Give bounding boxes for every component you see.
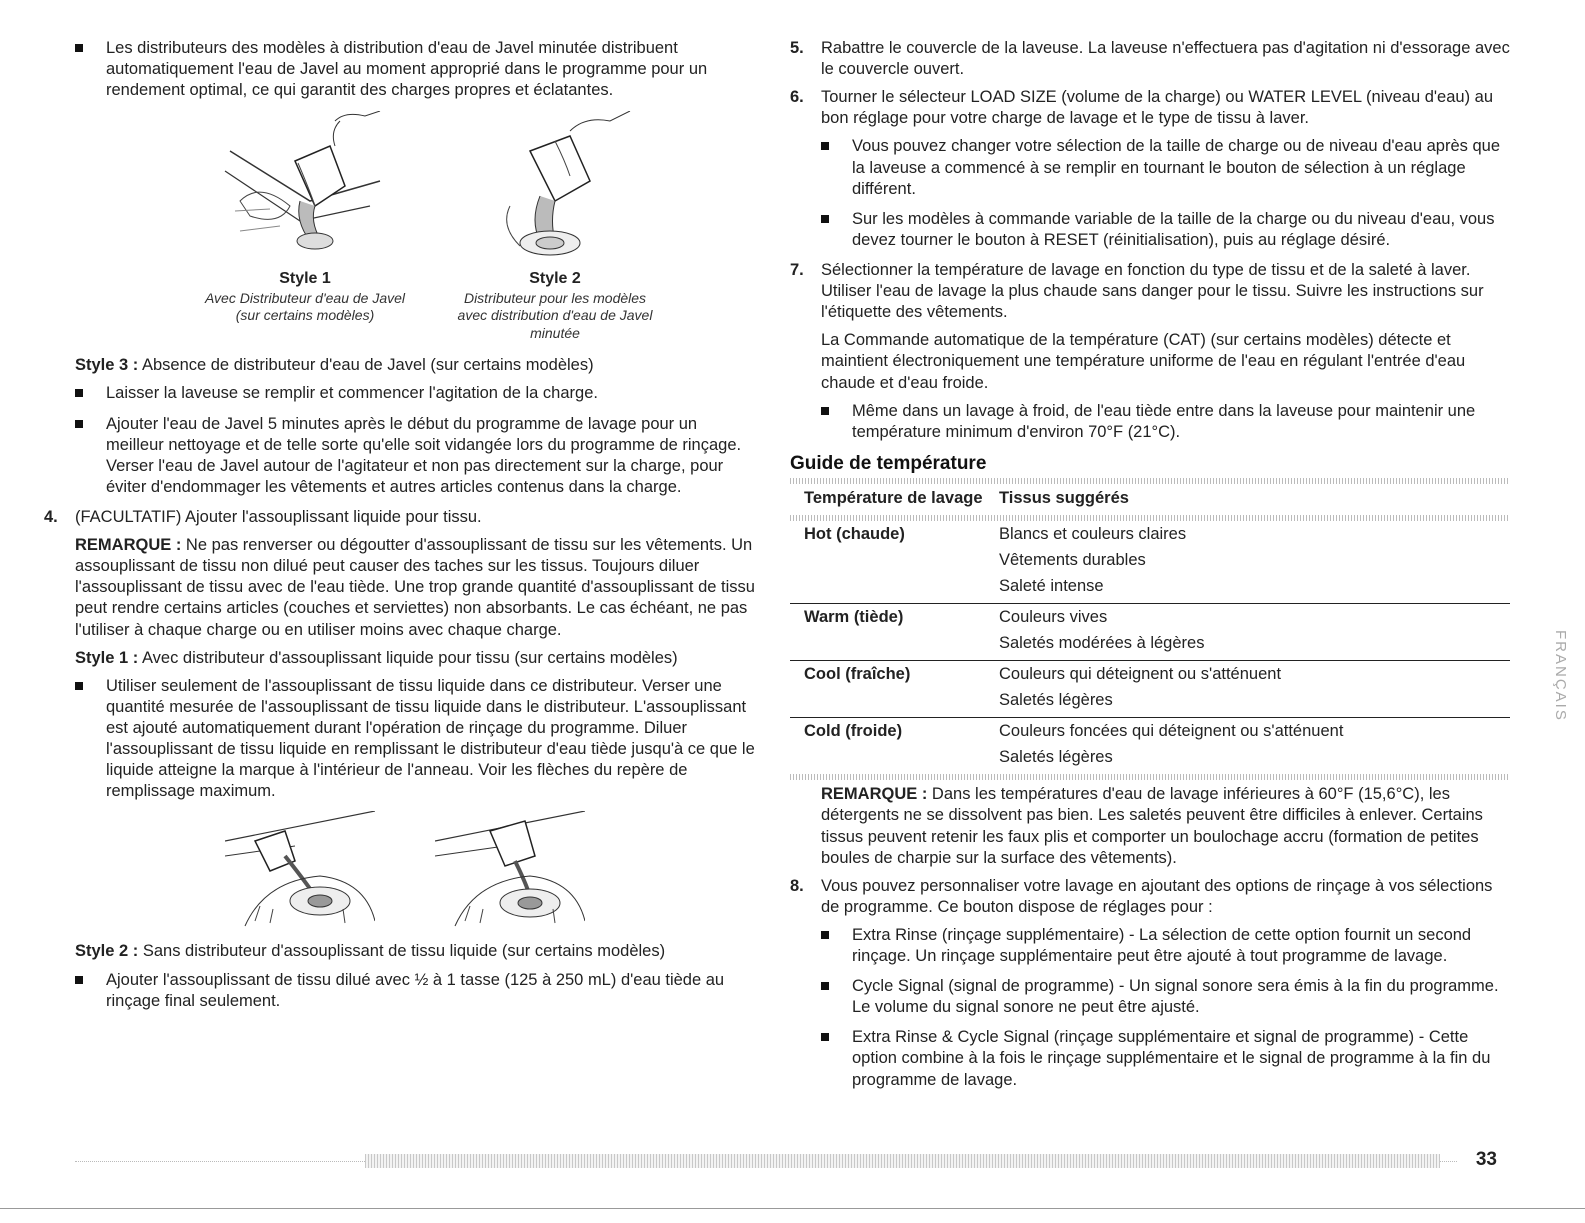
- table-header-fabrics: Tissus suggérés: [999, 489, 1129, 508]
- style-2-text: Sans distributeur d'assouplissant de tissu liquide (sur certains modèles): [138, 942, 666, 961]
- step-7: [790, 260, 1510, 323]
- table-row-cold: [790, 718, 1510, 770]
- fabric-item: Saleté intense: [999, 577, 1104, 596]
- figure-2-title: Style 2: [529, 270, 581, 288]
- remarque-label: REMARQUE :: [821, 785, 928, 804]
- language-side-tab: FRANÇAIS: [1552, 630, 1569, 722]
- bleach-dispenser-figures: [75, 111, 755, 351]
- fabric-item: Saletés modérées à légères: [999, 634, 1205, 653]
- left-column: [44, 38, 755, 1021]
- softener-pour-illustration-2: [435, 811, 585, 931]
- temp-warm: Warm (tiède): [804, 608, 904, 627]
- step-6-text: Tourner le sélecteur LOAD SIZE (volume de la charge) ou WATER LEVEL (niveau d'eau) au bon réglage pour votre charge de lavage et le type de tissu à laver.: [821, 88, 1494, 128]
- table-row-cool: [790, 661, 1510, 713]
- footer-bar: [365, 1154, 1440, 1168]
- table-bottom-rule: [790, 774, 1510, 780]
- step-6-number: 6.: [790, 88, 804, 107]
- figure-1-title: Style 1: [279, 270, 331, 288]
- step-7-bullets: [790, 401, 1510, 443]
- step-5: [790, 38, 1510, 80]
- right-column: [790, 38, 1510, 1100]
- table-row-hot: [790, 521, 1510, 599]
- remarque-temperature: [790, 784, 1510, 868]
- softener-dispenser-figures: [75, 811, 755, 931]
- fabric-item: Vêtements durables: [999, 551, 1146, 570]
- fabric-item: Couleurs qui déteignent ou s'atténuent: [999, 665, 1282, 684]
- step-8-number: 8.: [790, 876, 804, 895]
- bleach-pour-illustration-2: [470, 111, 640, 261]
- step-8-bullet-1: Extra Rinse (rinçage supplémentaire) - La sélection de cette option fournit un second rinçage. Un rinçage supplémentaire peut être ajouté à tout programme de lavage.: [821, 925, 1510, 967]
- page-footer: [75, 1149, 1497, 1170]
- table-header-row: [790, 488, 1510, 515]
- step-4-text: (FACULTATIF) Ajouter l'assouplissant liquide pour tissu.: [75, 507, 482, 526]
- style-3-bullet-1: Laisser la laveuse se remplir et commencer l'agitation de la charge.: [75, 383, 755, 404]
- fabric-item: Couleurs foncées qui déteignent ou s'atténuent: [999, 722, 1344, 741]
- step-7-bullet: Même dans un lavage à froid, de l'eau tiède entre dans la laveuse pour maintenir une température minimum d'environ 70°F (21°C).: [821, 401, 1510, 443]
- style-1-bullet: Utiliser seulement de l'assouplissant de tissu liquide dans ce distributeur. Verser une quantité mesurée de l'assouplissant de tissu liquide dans le distributeur. L'assouplissant est ajouté automatiquement durant l'opération de rinçage du programme. Diluer l'assouplissant de tissu liquide en remplissant le distributeur d'eau tiède jusqu'à ce que le liquide atteigne la marque à l'intérieur de l'anneau. Voir les flèches du repère de remplissage maximum.: [75, 676, 755, 803]
- step-6-bullet-1: Vous pouvez changer votre sélection de la taille de charge ou de niveau d'eau après que la laveuse a commencé à se remplir en tournant le bouton de sélection à un réglage différent.: [821, 136, 1510, 199]
- temp-cool: Cool (fraîche): [804, 665, 911, 684]
- temp-hot: Hot (chaude): [804, 525, 905, 544]
- bleach-pour-illustration-1: [220, 111, 390, 261]
- style-2-bullet: Ajouter l'assouplissant de tissu dilué avec ½ à 1 tasse (125 à 250 mL) d'eau tiède au rinçage final seulement.: [75, 970, 755, 1012]
- table-top-rule: [790, 478, 1510, 484]
- softener-pour-illustration-1: [225, 811, 375, 931]
- figure-style-2: [440, 111, 670, 342]
- fabrics-warm: [999, 604, 1510, 656]
- fabric-item: Couleurs vives: [999, 608, 1108, 627]
- step-8-bullets: [790, 925, 1510, 1091]
- temperature-table: [790, 488, 1510, 780]
- style-3-label: Style 3 :: [75, 356, 139, 375]
- step-5-number: 5.: [790, 39, 804, 57]
- fabric-item: Saletés légères: [999, 691, 1113, 710]
- style-1-text: Avec distributeur d'assouplissant liquide pour tissu (sur certains modèles): [138, 648, 678, 667]
- page-number: 33: [1475, 1149, 1497, 1170]
- guide-heading: Guide de température: [790, 452, 987, 474]
- style-1-line: [75, 648, 755, 669]
- figure-2-caption: Distributeur pour les modèles avec distribution d'eau de Javel minutée: [457, 289, 653, 341]
- step-5-text: Rabattre le couvercle de la laveuse. La laveuse n'effectuera pas d'agitation ni d'essorage avec le couvercle ouvert.: [821, 39, 1510, 79]
- step-8-text: Vous pouvez personnaliser votre lavage en ajoutant des options de rinçage à vos sélections de programme. Ce bouton dispose de réglages pour :: [821, 876, 1493, 916]
- step-8-bullet-3: Extra Rinse & Cycle Signal (rinçage supplémentaire et signal de programme) - Cette option combine à la fois le rinçage supplémentaire et le signal de programme à la fin du programme de lavage.: [821, 1027, 1510, 1090]
- figure-1-caption: Avec Distributeur d'eau de Javel (sur certains modèles): [204, 289, 406, 324]
- step-6-bullets: [790, 136, 1510, 251]
- remarque-text: Dans les températures d'eau de lavage inférieures à 60°F (15,6°C), les détergents ne se dissolvent pas bien. Les saletés peuvent être difficiles à enlever. Certains tissus peuvent retenir les faux plis et comporter un boulochage accru (formation de petites boules de charpie sur la surface des vêtements).: [821, 785, 1483, 867]
- step-8-bullet-2: Cycle Signal (signal de programme) - Un signal sonore sera émis à la fin du programme. Le volume du signal sonore ne peut être ajusté.: [821, 976, 1510, 1018]
- fabrics-hot: [999, 521, 1510, 599]
- fabric-item: Saletés légères: [999, 748, 1113, 767]
- fabrics-cool: [999, 661, 1510, 713]
- step-7-number: 7.: [790, 260, 804, 279]
- step-4: [44, 507, 755, 528]
- step-4-number: 4.: [44, 507, 58, 526]
- step-8: [790, 876, 1510, 918]
- remarque-softener: [75, 535, 755, 641]
- style-2-label: Style 2 :: [75, 942, 139, 961]
- temp-cold: Cold (froide): [804, 722, 903, 741]
- page-bottom-rule: [0, 1208, 1585, 1209]
- fabrics-cold: [999, 718, 1510, 770]
- remarque-label: REMARQUE :: [75, 536, 182, 555]
- style-1-label: Style 1 :: [75, 648, 139, 667]
- style-3-line: [75, 355, 755, 376]
- style-3-text: Absence de distributeur d'eau de Javel (sur certains modèles): [138, 356, 594, 375]
- fabric-item: Blancs et couleurs claires: [999, 525, 1187, 544]
- step-7-paragraph: La Commande automatique de la température (CAT) (sur certains modèles) détecte et maintient électroniquement une température uniforme de l'eau en régulant l'entrée d'eau chaude et d'eau froide.: [821, 331, 1466, 392]
- step-6-bullet-2: Sur les modèles à commande variable de la taille de la charge ou du niveau d'eau, vous devez tourner le bouton à RESET (réinitialisation), puis au réglage désiré.: [821, 209, 1510, 251]
- table-header-temp: Température de lavage: [804, 489, 983, 508]
- figure-style-1: [190, 111, 420, 325]
- table-bottom-row: [790, 770, 1510, 780]
- style-2-line: [75, 941, 755, 962]
- intro-bullet: Les distributeurs des modèles à distribution d'eau de Javel minutée distribuent automatiquement l'eau de Javel au moment approprié dans le programme pour un rendement optimal, ce qui garantit des charges propres et éclatantes.: [75, 38, 755, 101]
- table-row-warm: [790, 604, 1510, 656]
- remarque-text: Ne pas renverser ou dégoutter d'assouplissant de tissu sur les vêtements. Un assouplissant de tissu non dilué peut causer des taches sur les tissus. Toujours diluer l'assouplissant de tissu avec de l'eau tiède. Une trop grande quantité d'assouplissant de tissu peut rendre certains articles (couches et serviettes) non absorbants. Le cas échéant, ne pas l'utiliser à chaque charge ou en utiliser moins avec chaque charge.: [75, 536, 755, 639]
- step-7-text: Sélectionner la température de lavage en fonction du type de tissu et de la saleté à laver. Utiliser l'eau de lavage la plus chaude sans danger pour le tissu. Suivre les instructions sur l'étiquette des vêtements.: [821, 260, 1484, 322]
- style-3-bullet-2: Ajouter l'eau de Javel 5 minutes après le début du programme de lavage pour un meilleur nettoyage et de telle sorte qu'elle soit vidangée lors du programme de rinçage. Verser l'eau de Javel autour de l'agitateur et non pas directement sur la charge, pour éviter d'endommager les vêtements et autres articles contenus dans la charge.: [75, 414, 755, 498]
- step-6: [790, 87, 1510, 129]
